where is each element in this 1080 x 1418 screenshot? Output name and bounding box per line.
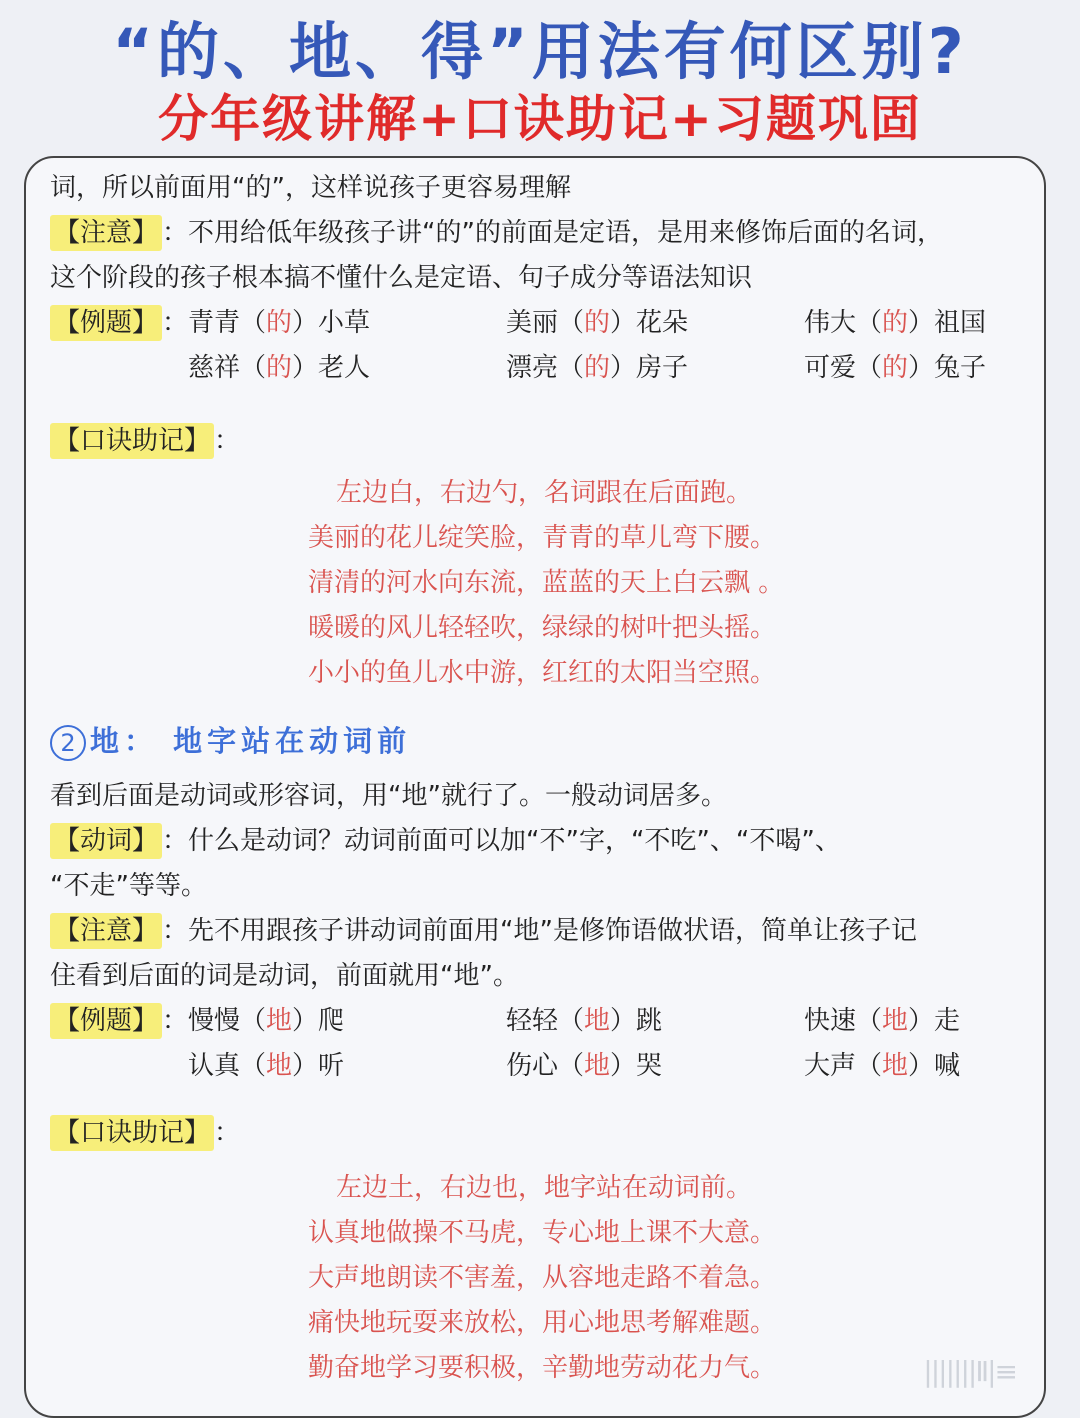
di-rhyme-label <box>50 1115 240 1151</box>
di-example-label <box>50 1003 188 1039</box>
di-note-line-2: 住看到后面的词是动词，前面就用“地”。 <box>50 961 519 991</box>
di-rhyme-line-5: 勤奋地学习要积极，辛勤地劳动花力气。 <box>308 1353 777 1383</box>
di-verb-line-2: “不走”等等。 <box>50 871 207 901</box>
di-rhyme-colon: ： <box>214 1118 241 1148</box>
de-intro: 词，所以前面用“的”，这样说孩子更容易理解 <box>50 173 571 203</box>
de-note-tag: 【注意】 <box>50 215 162 251</box>
de-rhyme-label <box>50 423 240 459</box>
de-example-2: 美丽（的）花朵 <box>506 308 689 338</box>
de-rhyme-tag: 【口诀助记】 <box>50 423 214 459</box>
di-rhyme-line-1: 左边土，右边也，地字站在动词前。 <box>336 1173 753 1203</box>
di-rhyme-tag: 【口诀助记】 <box>50 1115 214 1151</box>
di-example-6: 大声（地）喊 <box>804 1051 961 1081</box>
di-intro: 看到后面是动词或形容词，用“地”就行了。一般动词居多。 <box>50 781 727 811</box>
de-rhyme-line-4: 暖暖的风儿轻轻吹，绿绿的树叶把头摇。 <box>308 613 777 643</box>
de-note-line-2: 这个阶段的孩子根本搞不懂什么是定语、句子成分等语法知识 <box>50 263 753 293</box>
di-rhyme-line-2: 认真地做操不马虎，专心地上课不大意。 <box>308 1218 777 1248</box>
di-note-tag: 【注意】 <box>50 913 162 949</box>
de-example-4: 慈祥（的）老人 <box>188 353 371 383</box>
de-example-label <box>50 305 188 341</box>
de-example-colon: ： <box>162 308 189 338</box>
di-heading-text: 地： 地字站在动词前 <box>90 724 412 758</box>
di-example-colon: ： <box>162 1006 189 1036</box>
de-rhyme-colon: ： <box>214 426 241 456</box>
de-rhyme-line-5: 小小的鱼儿水中游，红红的太阳当空照。 <box>308 658 777 688</box>
di-example-3: 快速（地）走 <box>804 1006 961 1036</box>
de-example-tag: 【例题】 <box>50 305 162 341</box>
di-note-line-1 <box>50 913 917 949</box>
de-rhyme-line-1: 左边白，右边勺，名词跟在后面跑。 <box>336 478 753 508</box>
page-subtitle: 分年级讲解+口诀助记+习题巩固 <box>158 90 922 148</box>
di-verb-tag: 【动词】 <box>50 823 162 859</box>
content-card <box>24 156 1046 1418</box>
watermark-logo: |||||||Ⅱ|≡ <box>923 1355 1016 1388</box>
di-verb-line-1 <box>50 823 841 859</box>
de-example-6: 可爱（的）兔子 <box>804 353 987 383</box>
number-circle-icon: 2 <box>50 725 86 761</box>
de-rhyme-line-2: 美丽的花儿绽笑脸，青青的草儿弯下腰。 <box>308 523 777 553</box>
di-example-tag: 【例题】 <box>50 1003 162 1039</box>
di-example-2: 轻轻（地）跳 <box>506 1006 663 1036</box>
di-example-4: 认真（地）听 <box>188 1051 345 1081</box>
di-verb-text-1: ：什么是动词？动词前面可以加“不”字，“不吃”、“不喝”、 <box>162 826 841 856</box>
de-example-1: 青青（的）小草 <box>188 308 371 338</box>
di-example-1: 慢慢（地）爬 <box>188 1006 345 1036</box>
de-example-3: 伟大（的）祖国 <box>804 308 987 338</box>
page-title: “的、地、得”用法有何区别? <box>112 15 968 88</box>
di-note-text-1: ：先不用跟孩子讲动词前面用“地”是修饰语做状语，简单让孩子记 <box>162 916 917 946</box>
di-example-5: 伤心（地）哭 <box>506 1051 663 1081</box>
de-example-5: 漂亮（的）房子 <box>506 353 689 383</box>
de-note-line-1 <box>50 215 943 251</box>
de-rhyme-line-3: 清清的河水向东流，蓝蓝的天上白云飘 。 <box>308 568 785 598</box>
di-rhyme-line-4: 痛快地玩耍来放松，用心地思考解难题。 <box>308 1308 777 1338</box>
di-section-heading <box>50 721 411 761</box>
di-rhyme-line-3: 大声地朗读不害羞，从容地走路不着急。 <box>308 1263 777 1293</box>
de-note-text-1: ：不用给低年级孩子讲“的”的前面是定语，是用来修饰后面的名词， <box>162 218 943 248</box>
